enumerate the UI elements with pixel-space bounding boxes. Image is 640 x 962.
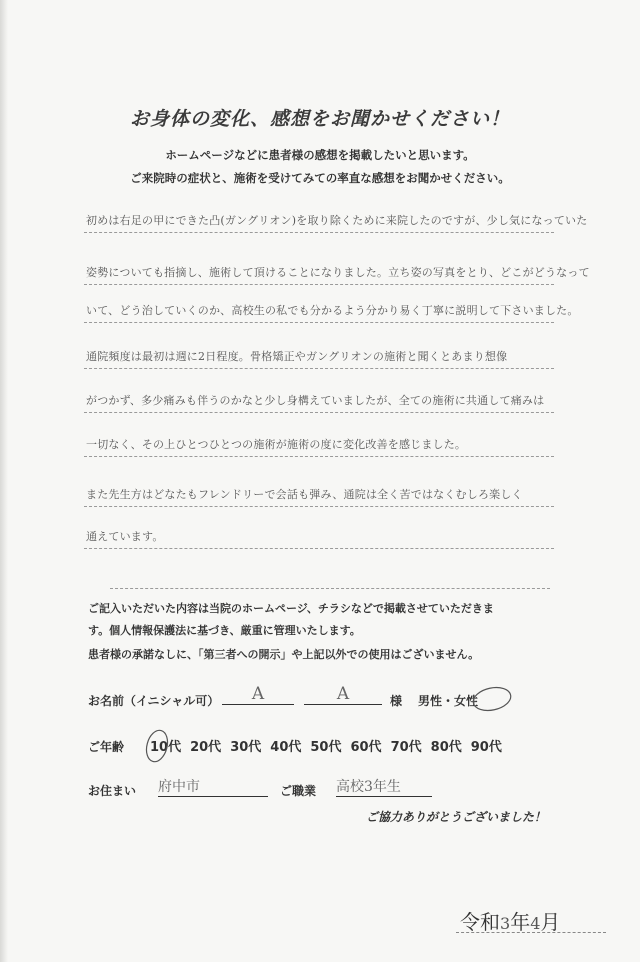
gender-selection-circle — [470, 684, 514, 714]
sama-label: 様 — [390, 694, 403, 708]
age-option[interactable]: 30代 — [230, 740, 262, 755]
rule-line — [84, 506, 554, 507]
comment-line: 初めは右足の甲にできた凸(ガングリオン)を取り除くために来院したのですが、少し気になっていた — [86, 214, 588, 227]
name-initial-field-2[interactable]: A — [304, 684, 382, 705]
notice-line-2: す。個人情報保護法に基づき、厳重に管理いたします。 — [88, 624, 361, 637]
date-year-unit: 年 — [510, 910, 531, 934]
date-month-unit: 月 — [540, 910, 561, 934]
age-options — [150, 736, 511, 755]
rule-line — [84, 284, 554, 285]
age-option[interactable]: 90代 — [470, 740, 502, 755]
name-initial-field-1[interactable]: A — [222, 684, 294, 705]
comment-line: がつかず、多少痛みも伴うのかなと少し身構えていましたが、全ての施術に共通して痛みは — [86, 394, 545, 407]
comment-line: いて、どう治していくのか、高校生の私でも分かるよう分かり易く丁寧に説明して下さいました。 — [86, 304, 579, 317]
age-option[interactable]: 80代 — [430, 740, 462, 755]
age-selection-circle — [142, 728, 172, 768]
name-label: お名前（イニシャル可） — [88, 694, 220, 708]
address-field[interactable]: 府中市 — [158, 776, 268, 797]
date-month: 4 — [530, 914, 541, 933]
rule-line — [84, 322, 554, 323]
comment-line: 通えています。 — [86, 530, 164, 543]
rule-line — [84, 368, 554, 369]
age-label: ご年齢 — [88, 740, 125, 754]
age-option[interactable]: 70代 — [390, 740, 422, 755]
date-year: 3 — [500, 914, 511, 933]
date-underline — [456, 932, 606, 933]
age-option[interactable]: 20代 — [190, 740, 222, 755]
rule-line — [110, 588, 550, 589]
job-field[interactable]: 高校3年生 — [336, 776, 432, 797]
rule-line — [84, 456, 554, 457]
comment-line: また先生方はどなたもフレンドリーで会話も弾み、通院は全く苦ではなくむしろ楽しく — [86, 488, 523, 501]
page-title: お身体の変化、感想をお聞かせください！ — [129, 108, 510, 130]
age-option[interactable]: 50代 — [310, 740, 342, 755]
subtitle-line-1: ホームページなどに患者様の感想を掲載したいと思います。 — [165, 148, 475, 162]
rule-line — [84, 412, 554, 413]
age-option[interactable]: 60代 — [350, 740, 382, 755]
age-option[interactable]: 10代 — [150, 740, 182, 755]
date — [460, 906, 560, 935]
date-era: 令和 — [460, 910, 500, 934]
notice-line-1: ご記入いただいた内容は当院のホームページ、チラシなどで掲載させていただきま — [88, 602, 494, 615]
thanks-text: ご協力ありがとうございました！ — [366, 810, 547, 824]
rule-line — [84, 232, 554, 233]
gender-options[interactable]: 男性・女性 — [418, 694, 479, 708]
comment-line: 姿勢についても指摘し、施術して頂けることになりました。立ち姿の写真をとり、どこがどうなって — [86, 266, 590, 279]
subtitle-line-2: ご来院時の症状と、施術を受けてみての率直な感想をお聞かせください。 — [130, 171, 510, 185]
rule-line — [84, 548, 554, 549]
notice-line-3: 患者様の承諾なしに、「第三者への開示」や上記以外での使用はございません。 — [88, 648, 480, 661]
address-label: お住まい — [88, 784, 137, 798]
comment-line: 一切なく、その上ひとつひとつの施術が施術の度に変化改善を感じました。 — [86, 438, 467, 451]
comment-line: 通院頻度は最初は週に2日程度。骨格矯正やガングリオンの施術と聞くとあまり想像 — [86, 350, 508, 363]
age-option[interactable]: 40代 — [270, 740, 302, 755]
job-label: ご職業 — [280, 784, 317, 798]
